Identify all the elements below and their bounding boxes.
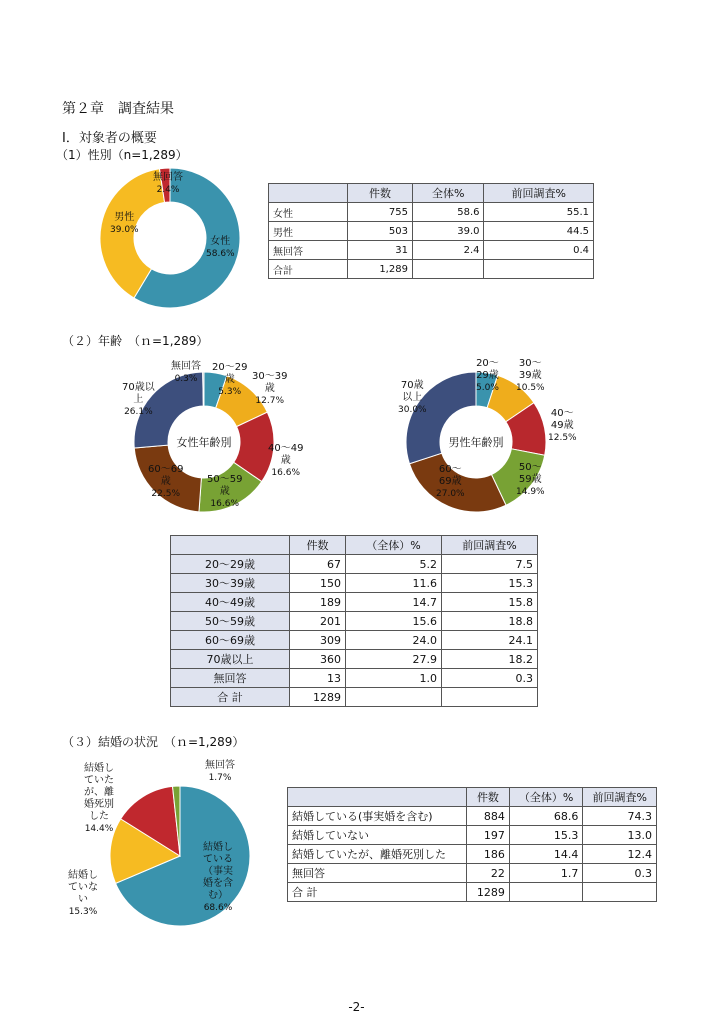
marriage-label-married: 結婚し ている （事実 婚を含 む） 68.6% [203,842,233,913]
cell-percent: 15.3 [509,826,583,845]
cell-previous: 24.1 [441,631,537,650]
cell-previous: 0.3 [583,864,657,883]
cell-count: 186 [467,845,510,864]
table-header-cell: 件数 [348,184,413,203]
table-row [171,574,538,593]
row-label: 70歳以上 [171,650,290,669]
cell-percent: 5.2 [345,555,441,574]
table-header-cell: 前回調査% [441,536,537,555]
cell-count: 201 [290,612,346,631]
marriage-label-unmarried: 結婚し ていな い 15.3% [68,870,98,917]
row-label: 40～49歳 [171,593,290,612]
table-header-cell: 前回調査% [484,184,594,203]
chapter-title: 第２章 調査結果 [62,101,174,117]
cell-count: 67 [290,555,346,574]
table-row [171,650,538,669]
row-label: 結婚していない [288,826,467,845]
cell-percent: 68.6 [509,807,583,826]
cell-percent: 58.6 [412,203,484,222]
table-row [288,845,657,864]
cell-percent: 1.0 [345,669,441,688]
marriage-pie-chart [110,780,280,930]
male-age-label-40s: 40～ 49歳 12.5% [548,408,577,443]
gender-heading: （1）性別（n=1,289） [56,148,188,162]
table-row [288,807,657,826]
gender-label-male: 男性 39.0% [110,212,139,235]
section-title: Ⅰ．対象者の概要 [62,131,157,146]
table-header-cell: 全体% [412,184,484,203]
table-header-row [171,536,538,555]
cell-previous: 15.3 [441,574,537,593]
table-row [171,593,538,612]
cell-percent [509,883,583,902]
gender-label-noanswer: 無回答 2.4% [153,172,183,195]
table-row [171,669,538,688]
marriage-label-noanswer: 無回答 1.7% [205,760,235,783]
male-age-label-50s: 50～ 59歳 14.9% [516,462,545,497]
row-label: 結婚している(事実婚を含む) [288,807,467,826]
table-row [269,203,594,222]
pie-slice-無回答 [203,372,204,406]
female-age-label-20s: 20～29 歳 5.3% [212,362,248,397]
table-row [288,883,657,902]
cell-percent [412,260,484,279]
age-table [170,535,538,707]
cell-percent: 2.4 [412,241,484,260]
female-age-label-30s: 30～39 歳 12.7% [252,371,288,406]
cell-percent: 14.4 [509,845,583,864]
cell-previous: 0.4 [484,241,594,260]
row-label: 20～29歳 [171,555,290,574]
cell-percent: 14.7 [345,593,441,612]
row-label: 合 計 [288,883,467,902]
table-row [288,826,657,845]
cell-previous [441,688,537,707]
table-row [269,260,594,279]
cell-previous: 15.8 [441,593,537,612]
male-age-label-20s: 20～ 29歳 5.0% [476,358,499,393]
row-label: 男性 [269,222,348,241]
row-label: 50～59歳 [171,612,290,631]
row-label: 無回答 [269,241,348,260]
female-age-label-noanswer: 無回答 0.3% [171,361,201,384]
cell-percent: 11.6 [345,574,441,593]
cell-percent: 27.9 [345,650,441,669]
cell-previous: 55.1 [484,203,594,222]
table-header-cell [171,536,290,555]
table-header-cell: （全体）% [345,536,441,555]
age-heading: （２）年齢 （ｎ=1,289） [62,334,209,348]
cell-count: 884 [467,807,510,826]
gender-label-female: 女性 58.6% [206,236,235,259]
male-age-label-60s: 60～ 69歳 27.0% [436,464,465,499]
row-label: 60～69歳 [171,631,290,650]
cell-percent: 24.0 [345,631,441,650]
cell-previous: 74.3 [583,807,657,826]
table-row [269,241,594,260]
female-age-label-40s: 40～49 歳 16.6% [268,443,304,478]
female-age-label-70plus: 70歳以 上 26.1% [122,382,155,417]
cell-count: 1289 [290,688,346,707]
cell-previous: 18.8 [441,612,537,631]
table-header-cell: 前回調査% [583,788,657,807]
table-row [171,688,538,707]
table-header-cell: 件数 [467,788,510,807]
cell-previous: 13.0 [583,826,657,845]
table-header-row [269,184,594,203]
male-age-center-title: 男性年齢別 [448,437,504,449]
cell-count: 13 [290,669,346,688]
cell-count: 189 [290,593,346,612]
page-number: -2- [348,1000,365,1014]
cell-percent: 1.7 [509,864,583,883]
marriage-label-divorced: 結婚し ていた が、離 婚死別 した 14.4% [84,763,114,834]
row-label: 無回答 [171,669,290,688]
cell-percent: 15.6 [345,612,441,631]
cell-percent [345,688,441,707]
marriage-table [287,787,657,902]
female-age-label-50s: 50～59 歳 16.6% [207,474,243,509]
cell-count: 503 [348,222,413,241]
cell-count: 150 [290,574,346,593]
row-label: 結婚していたが、離婚死別した [288,845,467,864]
table-header-cell: 件数 [290,536,346,555]
cell-count: 31 [348,241,413,260]
table-row [171,631,538,650]
cell-percent: 39.0 [412,222,484,241]
table-header-cell [269,184,348,203]
female-age-label-60s: 60～69 歳 22.5% [148,464,184,499]
row-label: 30～39歳 [171,574,290,593]
row-label: 合計 [269,260,348,279]
cell-previous [583,883,657,902]
row-label: 合 計 [171,688,290,707]
marriage-heading: （３）結婚の状況 （ｎ=1,289） [62,735,245,749]
male-age-label-70plus: 70歳 以上 30.0% [398,380,427,415]
cell-count: 360 [290,650,346,669]
row-label: 女性 [269,203,348,222]
cell-count: 1,289 [348,260,413,279]
cell-previous: 44.5 [484,222,594,241]
table-row [171,555,538,574]
cell-previous: 12.4 [583,845,657,864]
cell-count: 1289 [467,883,510,902]
table-header-cell: （全体）% [509,788,583,807]
table-row [288,864,657,883]
cell-previous: 0.3 [441,669,537,688]
cell-count: 755 [348,203,413,222]
cell-previous [484,260,594,279]
cell-count: 197 [467,826,510,845]
cell-previous: 18.2 [441,650,537,669]
female-age-center-title: 女性年齢別 [176,437,232,449]
cell-count: 309 [290,631,346,650]
row-label: 無回答 [288,864,467,883]
table-row [171,612,538,631]
table-row [269,222,594,241]
cell-count: 22 [467,864,510,883]
table-header-cell [288,788,467,807]
cell-previous: 7.5 [441,555,537,574]
male-age-label-30s: 30～ 39歳 10.5% [516,358,545,393]
gender-table [268,183,594,279]
table-header-row [288,788,657,807]
